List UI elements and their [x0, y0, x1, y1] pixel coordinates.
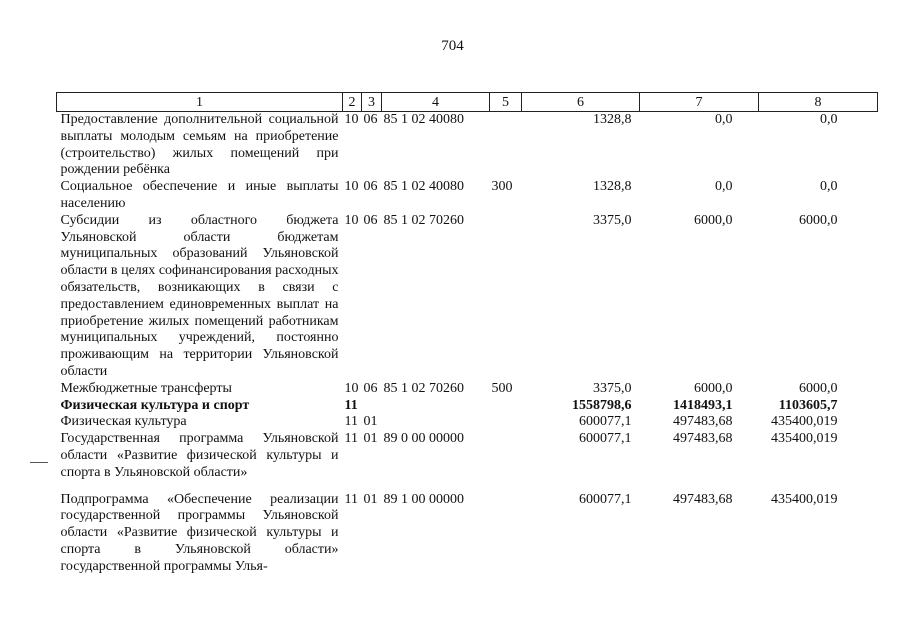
row-value-col7: 6000,0 [694, 212, 733, 228]
table-header [57, 93, 878, 112]
column-header-5: 5 [490, 93, 522, 112]
row-value-col6: 1328,8 [593, 112, 632, 127]
row-subsection: 01 [363, 431, 378, 447]
table-row [57, 381, 878, 398]
row-name: Предоставление дополнительной социальной выплаты молодым семьям на приобретение (строительство) жилых помещений при рождении ребёнка [60, 112, 339, 178]
row-value-col6: 600077,1 [579, 491, 632, 507]
row-value-col8: 435400,019 [771, 431, 838, 447]
column-header-2: 2 [343, 93, 362, 112]
row-value-col7: 497483,68 [673, 491, 733, 507]
row-section: 11 [344, 397, 358, 413]
row-subsection: 06 [363, 380, 378, 396]
row-subsection: 06 [363, 179, 378, 195]
row-expense-type: 300 [491, 179, 513, 195]
row-value-col6: 600077,1 [579, 431, 632, 447]
column-header-3: 3 [362, 93, 382, 112]
row-target-article [382, 414, 490, 431]
row-value-col7: 0,0 [715, 112, 733, 127]
table-row-section-total [57, 398, 878, 415]
row-name: Государственная программа Ульяновской области «Развитие физической культуры и спорта в Ульяновской области» [60, 431, 339, 480]
scan-margin-mark [30, 462, 48, 463]
column-header-7: 7 [640, 93, 759, 112]
row-value-col8: 6000,0 [799, 380, 838, 396]
page-number: 704 [441, 38, 464, 54]
row-expense-type [490, 414, 522, 431]
row-section: 10 [344, 112, 359, 127]
row-value-col7: 6000,0 [694, 380, 733, 396]
row-target-article: 85 1 02 70260 [383, 212, 464, 228]
row-target-article: 85 1 02 40080 [383, 179, 464, 195]
row-subsection: 06 [363, 212, 378, 228]
row-expense-type [490, 112, 522, 180]
row-value-col8: 435400,019 [771, 414, 838, 430]
row-name: Подпрограмма «Обеспечение реализации государственной программы Ульяновской области «Развитие физической культуры и спорта в Ульяновской области» государственной программы Улья- [60, 491, 339, 574]
table-row [57, 431, 878, 481]
budget-table [56, 92, 878, 576]
row-subsection [362, 398, 382, 415]
row-name: Субсидии из областного бюджета Ульяновской области бюджетам муниципальных образований Ульяновской области в целях софинансирования расходных обязательств, возникающих в связи с предоставлением единовременных выплат на приобретение жилых помещений работникам муниципальных учреждений, постоянно проживающим на территории Ульяновской области [60, 212, 339, 379]
row-expense-type: 500 [491, 380, 513, 396]
row-name: Физическая культура и спорт [60, 397, 250, 413]
row-name: Межбюджетные трансферты [60, 380, 232, 396]
table-row [57, 414, 878, 431]
row-section: 10 [344, 179, 359, 195]
row-value-col6: 1328,8 [593, 179, 632, 195]
row-value-col8: 6000,0 [799, 212, 838, 228]
column-header-4: 4 [382, 93, 490, 112]
column-header-8: 8 [759, 93, 878, 112]
table-row [57, 213, 878, 381]
row-value-col7: 497483,68 [673, 431, 733, 447]
row-subsection: 01 [363, 414, 378, 430]
row-value-col7: 497483,68 [673, 414, 733, 430]
row-section: 11 [344, 491, 358, 507]
column-header-1: 1 [57, 93, 343, 112]
row-name: Социальное обеспечение и иные выплаты населению [60, 179, 339, 211]
row-target-article: 85 1 02 40080 [383, 112, 464, 127]
row-subsection: 06 [363, 112, 378, 127]
table-row [57, 112, 878, 180]
row-value-col7: 1418493,1 [673, 397, 733, 413]
row-value-col6: 3375,0 [593, 212, 632, 228]
row-expense-type [490, 213, 522, 381]
row-value-col7: 0,0 [715, 179, 733, 195]
row-value-col6: 600077,1 [579, 414, 632, 430]
table-row [57, 179, 878, 213]
row-target-article [382, 398, 490, 415]
table-body [57, 112, 878, 576]
row-target-article: 89 1 00 00000 [383, 491, 464, 507]
row-value-col6: 3375,0 [593, 380, 632, 396]
row-expense-type [490, 482, 522, 576]
row-value-col8: 0,0 [820, 179, 838, 195]
row-target-article: 89 0 00 00000 [383, 431, 464, 447]
row-name: Физическая культура [60, 414, 187, 430]
row-value-col6: 1558798,6 [572, 397, 632, 413]
table-row [57, 482, 878, 576]
row-value-col8: 435400,019 [771, 491, 838, 507]
row-subsection: 01 [363, 491, 378, 507]
row-section: 11 [344, 431, 358, 447]
row-value-col8: 1103605,7 [778, 397, 838, 413]
row-section: 10 [344, 380, 359, 396]
row-target-article: 85 1 02 70260 [383, 380, 464, 396]
row-section: 11 [344, 414, 358, 430]
row-expense-type [490, 431, 522, 481]
column-header-6: 6 [522, 93, 640, 112]
row-value-col8: 0,0 [820, 112, 838, 127]
row-section: 10 [344, 212, 359, 228]
row-expense-type [490, 398, 522, 415]
